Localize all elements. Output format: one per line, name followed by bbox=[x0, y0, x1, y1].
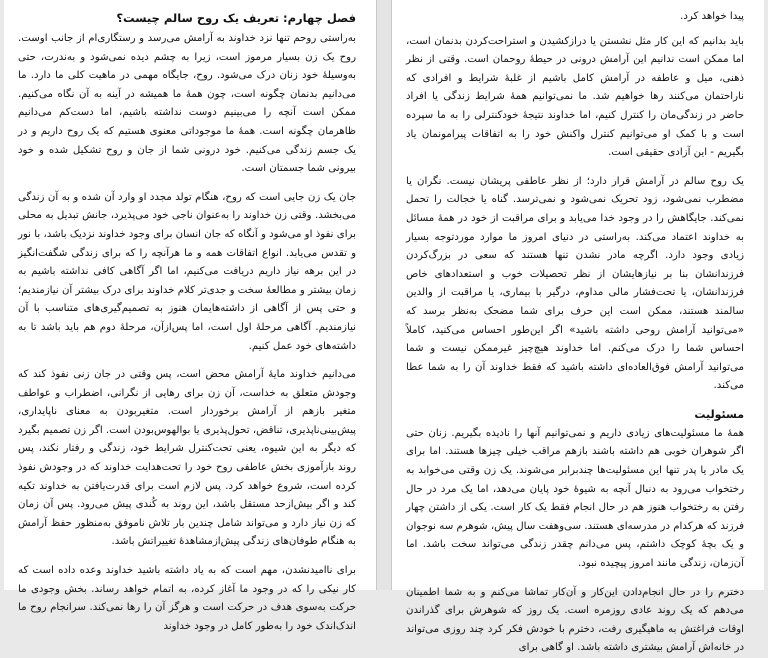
left-paragraph-4: برای ناامیدنشدن، مهم است که به یاد داشته باشید خداوند وعده داده است که کار نیکی را که در وجود ما آغاز کرده، به اتمام خواهد رساند. بخش وجودی ما حرکت به‌سوی هدف در حرکت است و هرگز آن را رها نمی‌کند. سرانجام روح ما اندک‌اندک خود را به‌طور کامل در وجود خداوند bbox=[18, 565, 356, 632]
right-paragraph-5: دخترم را در حال انجام‌دادن این‌کار و آن‌کار تماشا می‌کنم و به شما اطمینان می‌دهم که یک روند عادی روزمره است. یک روز که شوهرش برای گذراندن اوقات فراغتش به ماهیگیری رفت، دخترم با خودش فکر کرد چند روزی می‌تواند در خانه‌اش آرامش بیشتری داشته باشد. او گاهی برای bbox=[406, 586, 744, 654]
right-page bbox=[391, 0, 764, 654]
left-paragraph-2: جان یک زن جایی است که روح، هنگام تولد مجدد او وارد آن شده و به آن زندگی می‌بخشد. وقتی زن خداوند را به‌عنوان ناجی خود می‌پذیرد، جانش تبدیل به محلی برای نفوذ او می‌شود و آنگاه که جان انسان برای وجود خداوند نزدیک باشد، با نور و تقدس می‌یابد. انواع اتفاقات همه و ما هرآنچه را که برای زندگی شگفت‌انگیز در این برهه نیاز داریم دریافت می‌کنیم، اما اگر آگاهی کافی نداشته باشیم به زمان بیشتر و مطالعهٔ سخت و جدی‌تر کلام خداوند برای درک بیشتر آن نیازمندیم؛ و حتی پس از آگاهی از داشته‌هایمان هنوز به تصمیم‌گیری‌های متناسب با آن نیازمندیم. آگاهی مرحلهٔ اول است، اما پس‌ازآن، مرحلهٔ دوم هم باید باشد تا به داشته‌های خود عمل کنیم. bbox=[18, 191, 356, 352]
right-paragraph-2: باید بدانیم که این کار مثل نشستن یا درازکشیدن و استراحت‌کردن بدنمان است، اما ممکن است ندانیم این آرامش درونی در حیطهٔ روحمان است. وقتی از نظر ذهنی، میل و عاطفه در آرامش کامل باشیم از غلبهٔ شرایط و افرادی که ناراحتمان می‌کنند رها خواهیم شد. ما نمی‌توانیم همهٔ شرایط زندگی یا افراد حاضر در زندگی‌مان را کنترل کنیم، اما خداوند نتیجهٔ خودکنترلی را به ما سپرده است و با کمک او می‌توانیم کنترل واکنش خود را به اتفاقات پیرامونمان یاد بگیریم - این آزادی حقیقی است. bbox=[406, 35, 744, 159]
section-subheading: مسئولیت bbox=[694, 407, 744, 421]
chapter-heading: فصل چهارم: تعریف یک روح سالم چیست؟ bbox=[116, 11, 356, 25]
right-paragraph-1: پیدا خواهد کرد. bbox=[680, 11, 744, 22]
left-paragraph-3: می‌دانیم خداوند مایهٔ آرامش محض است، پس وقتی در جان زنی نفوذ کند که وجودش متعلق به خداست، آن زن برای رهایی از نگرانی، اضطراب و عواطف متغیر بازهم از آرامش برخوردار است. متغیربودن به معنای ناپایداری، پیش‌بینی‌ناپذیری، تناقض، تحول‌پذیری یا بوالهوس‌بودن است. اگر زن تصمیم بگیرد که دیگر به این شیوه، یعنی تحت‌کنترل شرایط خود، زندگی و رفتار نکند، پس روند بازآموزی بخش عاطفی روح خود را تحت‌هدایت خداوند که در وجودش نفوذ کرده است، شروع خواهد کرد. پس لازم است برای قدرت‌یافتن به خداوند تکیه کند و اگر بیش‌ازحد مستقل باشد، این روند به کُندی پیش می‌رود. پس آن زمان که زن نیاز دارد و می‌تواند شامل چندین بار تلاش ناموفق به‌منظور حفظ آرامش به هنگام طوفان‌های زندگی پیش‌ازمشاهدهٔ تغییراتش باشد. bbox=[18, 369, 356, 548]
left-page bbox=[4, 0, 377, 632]
book-gutter bbox=[377, 0, 391, 590]
right-paragraph-4: همهٔ ما مسئولیت‌های زیادی داریم و نمی‌توانیم آنها را نادیده بگیریم. زنان حتی اگر شوهران خوبی هم داشته باشند بازهم مراقب خیلی چیزها هستند. اما برای یک مادر یا پدر تنها این مسئولیت‌ها چندبرابر می‌شوند. یک زن وقتی می‌خوابد به رختخواب می‌رود به دنبال آنچه به شیوهٔ خود پایان می‌دهد، اما یک مرد در حال رفتن به رختخواب هنوز هم در حال انجام فقط یک کار است. یکی از داشتن چهار فرزند که هرکدام در مدرسه‌ای هستند. سی‌وهفت سال پیش، شوهرم سه نوجوان و یک بچهٔ کوچک داشتم، پس می‌دانم چقدر زندگی می‌تواند سخت باشد. اما آن‌زمان، زندگی مانند امروز پیچیده نبود. bbox=[406, 427, 744, 570]
left-paragraph-1: به‌راستی روحم تنها نزد خداوند به آرامش می‌رسد و رستگاری‌ام از جانب اوست. روح یک زن بسیار مرموز است، زیرا به چشم دیده نمی‌شود و به‌ندرت، حتی به‌وسیلهٔ خود زنان درک می‌شود. روح، جایگاه مهمی در ماهیت کلی ما دارد. ما می‌دانیم بدنمان چگونه است، چون همهٔ ما همیشه در آینه به آن نگاه می‌کنیم. ممکن است آنچه را می‌بینیم دوست نداشته باشیم، اما دست‌کم می‌دانیم ظاهرمان چگونه است. همهٔ ما موجوداتی معنوی هستیم که یک روح داریم و در یک جسم زندگی می‌کنیم. خود درونی شما از جان و روح تشکیل شده و خود بیرونی شما جسمتان است. bbox=[18, 33, 356, 175]
right-paragraph-3: یک روح سالم در آرامش قرار دارد؛ از نظر عاطفی پریشان نیست. نگران یا مضطرب نمی‌شود، زود تحریک نمی‌شود و نمی‌ترسد. گناه یا خجالت را تحمل نمی‌کند. جایگاهش را در وجود خدا می‌یابد و برای مراقبت از خود در همهٔ مسائل به خداوند اعتماد می‌کند. به‌راستی در دنیای امروز ما موارد موردتوجه بسیار زیادی وجود دارد. اگرچه مادر نشدن تنها هستند که سعی در بزرگ‌کردن فرزندانشان بنا بر نیازهایشان از نظر تحصیلات خوب و استعدادهای خاص فرزندانشان، یا تحت‌فشار مالی مداوم، درگیر با بیماری، یا مراقبت از والدین سالمند هستند، ممکن است این حرف برای شما مضحک به‌نظر برسد که «می‌توانید آرامش روحی داشته باشید» اگر این‌طور احساس می‌کنید، کاملاً احساس شما را درک می‌کنم. اما خداوند هیچ‌چیز غیرممکن نیست و شما می‌توانید آرامش فوق‌العاده‌ای داشته باشید که فقط خداوند آن را به شما عطا می‌کند. bbox=[406, 175, 744, 392]
